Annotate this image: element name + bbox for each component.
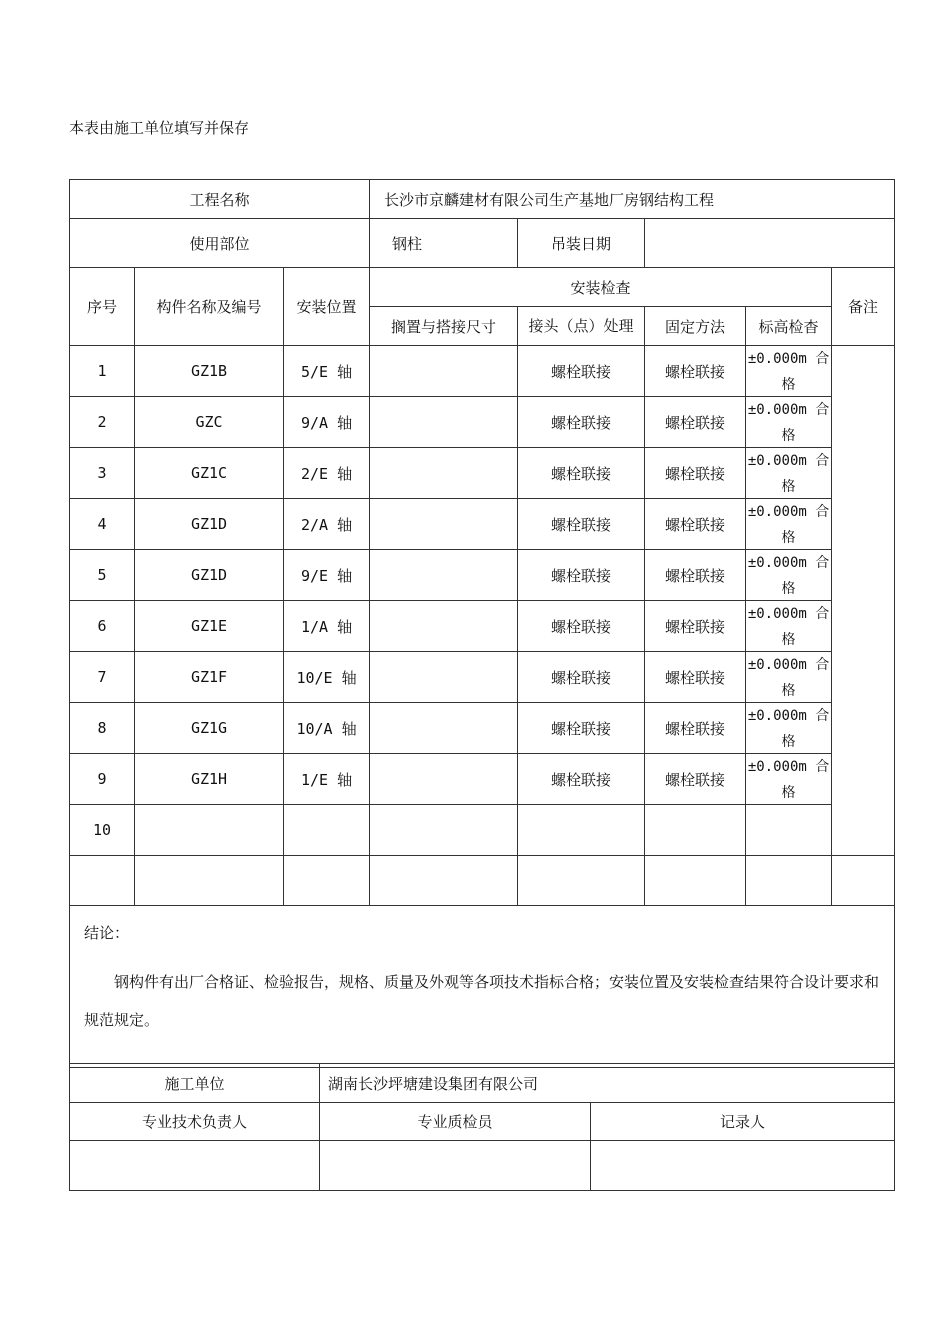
row-component-name: GZ1G [135, 703, 284, 754]
row-install-position: 10/A 轴 [284, 703, 370, 754]
row-lap-dimension [370, 703, 518, 754]
technical-lead-signature [70, 1141, 320, 1191]
row-joint-treatment: 螺栓联接 [518, 652, 645, 703]
col-elevation-check: 标高检杳 [746, 307, 832, 346]
row-lap-dimension [370, 397, 518, 448]
col-joint-treatment: 接头（点）处理 [518, 307, 645, 346]
elevation-text: ±0.000m 合格 [747, 504, 830, 546]
table-row [70, 856, 895, 906]
row-install-position: 5/E 轴 [284, 346, 370, 397]
elevation-text: ±0.000m 合格 [747, 453, 830, 495]
row-component-name: GZ1D [135, 499, 284, 550]
usage-location-label: 使用部位 [70, 219, 370, 268]
row-fixing-method: 螺栓联接 [645, 550, 746, 601]
row-elevation-check [746, 703, 832, 754]
conclusion-label: 结论： [84, 924, 130, 942]
row-seq: 9 [70, 754, 135, 805]
recorder-signature [591, 1141, 895, 1191]
row-seq: 3 [70, 448, 135, 499]
elevation-text: ±0.000m 合格 [747, 606, 830, 648]
row-elevation-check [746, 652, 832, 703]
quality-inspector-signature [320, 1141, 591, 1191]
row-component-name: GZ1B [135, 346, 284, 397]
row-seq: 5 [70, 550, 135, 601]
row-joint-treatment: 螺栓联接 [518, 703, 645, 754]
row-joint-treatment: 螺栓联接 [518, 397, 645, 448]
technical-lead-label: 专业技术负责人 [70, 1103, 320, 1141]
form-note: 本表由施工单位填写并保存 [69, 119, 250, 137]
row-elevation-check [746, 550, 832, 601]
row-install-position: 10/E 轴 [284, 652, 370, 703]
row-lap-dimension [370, 805, 518, 856]
row-fixing-method: 螺栓联接 [645, 652, 746, 703]
row-lap-dimension [370, 652, 518, 703]
row-install-position: 1/E 轴 [284, 754, 370, 805]
row-lap-dimension [370, 856, 518, 906]
row-seq: 10 [70, 805, 135, 856]
table-row [70, 703, 895, 754]
row-elevation-check [746, 346, 832, 397]
table-row [70, 652, 895, 703]
row-install-position: 9/E 轴 [284, 550, 370, 601]
remark-cell [832, 346, 895, 856]
row-elevation-check [746, 856, 832, 906]
construction-unit-label: 施工单位 [70, 1064, 320, 1103]
row-fixing-method: 螺栓联接 [645, 703, 746, 754]
row-component-name [135, 856, 284, 906]
usage-location-value: 钢柱 [370, 219, 518, 268]
table-row [70, 601, 895, 652]
installation-record-table [69, 179, 895, 1068]
elevation-text: ±0.000m 合格 [747, 351, 830, 393]
row-seq: 2 [70, 397, 135, 448]
remark-cell [832, 856, 895, 906]
row-component-name: GZ1C [135, 448, 284, 499]
table-row [70, 397, 895, 448]
row-seq: 7 [70, 652, 135, 703]
row-fixing-method: 螺栓联接 [645, 346, 746, 397]
signature-table [69, 1063, 895, 1191]
col-install-check-group: 安装检查 [370, 268, 832, 307]
hoisting-date-label: 吊装日期 [518, 219, 645, 268]
col-install-position: 安装位置 [284, 268, 370, 346]
elevation-text [746, 805, 831, 855]
table-row [70, 448, 895, 499]
col-lap-dimension: 搁置与搭接尺寸 [370, 307, 518, 346]
row-elevation-check [746, 499, 832, 550]
elevation-text: ±0.000m 合格 [747, 657, 830, 699]
row-elevation-check [746, 448, 832, 499]
row-component-name: GZ1H [135, 754, 284, 805]
row-lap-dimension [370, 448, 518, 499]
col-fixing-method: 固定方法 [645, 307, 746, 346]
row-lap-dimension [370, 346, 518, 397]
row-lap-dimension [370, 601, 518, 652]
row-fixing-method [645, 856, 746, 906]
table-row [70, 499, 895, 550]
elevation-text: ±0.000m 合格 [747, 402, 830, 444]
hoisting-date-value [645, 219, 895, 268]
row-fixing-method: 螺栓联接 [645, 397, 746, 448]
project-name-label: 工程名称 [70, 180, 370, 219]
conclusion-section [70, 906, 895, 1068]
row-fixing-method: 螺栓联接 [645, 448, 746, 499]
conclusion-text: 钢构件有出厂合格证、检验报告，规格、质量及外观等各项技术指标合格；安装位置及安装检查结果符合设计要求和规范规定。 [84, 973, 880, 1029]
row-fixing-method: 螺栓联接 [645, 601, 746, 652]
row-seq: 8 [70, 703, 135, 754]
row-component-name [135, 805, 284, 856]
quality-inspector-label: 专业质检员 [320, 1103, 591, 1141]
row-joint-treatment: 螺栓联接 [518, 550, 645, 601]
row-install-position [284, 856, 370, 906]
project-name-value: 长沙市京麟建材有限公司生产基地厂房钢结构工程 [370, 180, 895, 219]
col-component-name: 构件名称及编号 [135, 268, 284, 346]
row-component-name: GZ1F [135, 652, 284, 703]
col-remark: 备注 [832, 268, 895, 346]
row-lap-dimension [370, 754, 518, 805]
row-install-position: 9/A 轴 [284, 397, 370, 448]
table-row [70, 346, 895, 397]
elevation-text: ±0.000m 合格 [747, 708, 830, 750]
row-joint-treatment [518, 856, 645, 906]
row-joint-treatment: 螺栓联接 [518, 499, 645, 550]
row-seq: 1 [70, 346, 135, 397]
row-elevation-check [746, 397, 832, 448]
row-component-name: GZ1E [135, 601, 284, 652]
row-install-position: 2/E 轴 [284, 448, 370, 499]
col-seq: 序号 [70, 268, 135, 346]
table-row [70, 754, 895, 805]
row-elevation-check [746, 601, 832, 652]
recorder-label: 记录人 [591, 1103, 895, 1141]
row-joint-treatment: 螺栓联接 [518, 754, 645, 805]
row-joint-treatment: 螺栓联接 [518, 448, 645, 499]
row-component-name: GZC [135, 397, 284, 448]
row-component-name: GZ1D [135, 550, 284, 601]
table-row [70, 550, 895, 601]
row-fixing-method: 螺栓联接 [645, 754, 746, 805]
table-row [70, 805, 895, 856]
row-lap-dimension [370, 550, 518, 601]
elevation-text: ±0.000m 合格 [747, 555, 830, 597]
row-fixing-method: 螺栓联接 [645, 499, 746, 550]
row-seq: 4 [70, 499, 135, 550]
row-install-position: 1/A 轴 [284, 601, 370, 652]
row-elevation-check [746, 805, 832, 856]
row-fixing-method [645, 805, 746, 856]
row-seq: 6 [70, 601, 135, 652]
row-install-position: 2/A 轴 [284, 499, 370, 550]
row-joint-treatment: 螺栓联接 [518, 346, 645, 397]
row-joint-treatment [518, 805, 645, 856]
row-lap-dimension [370, 499, 518, 550]
construction-unit-value: 湖南长沙坪塘建设集团有限公司 [320, 1064, 895, 1103]
row-elevation-check [746, 754, 832, 805]
row-install-position [284, 805, 370, 856]
row-seq [70, 856, 135, 906]
row-joint-treatment: 螺栓联接 [518, 601, 645, 652]
elevation-text: ±0.000m 合格 [747, 759, 830, 801]
